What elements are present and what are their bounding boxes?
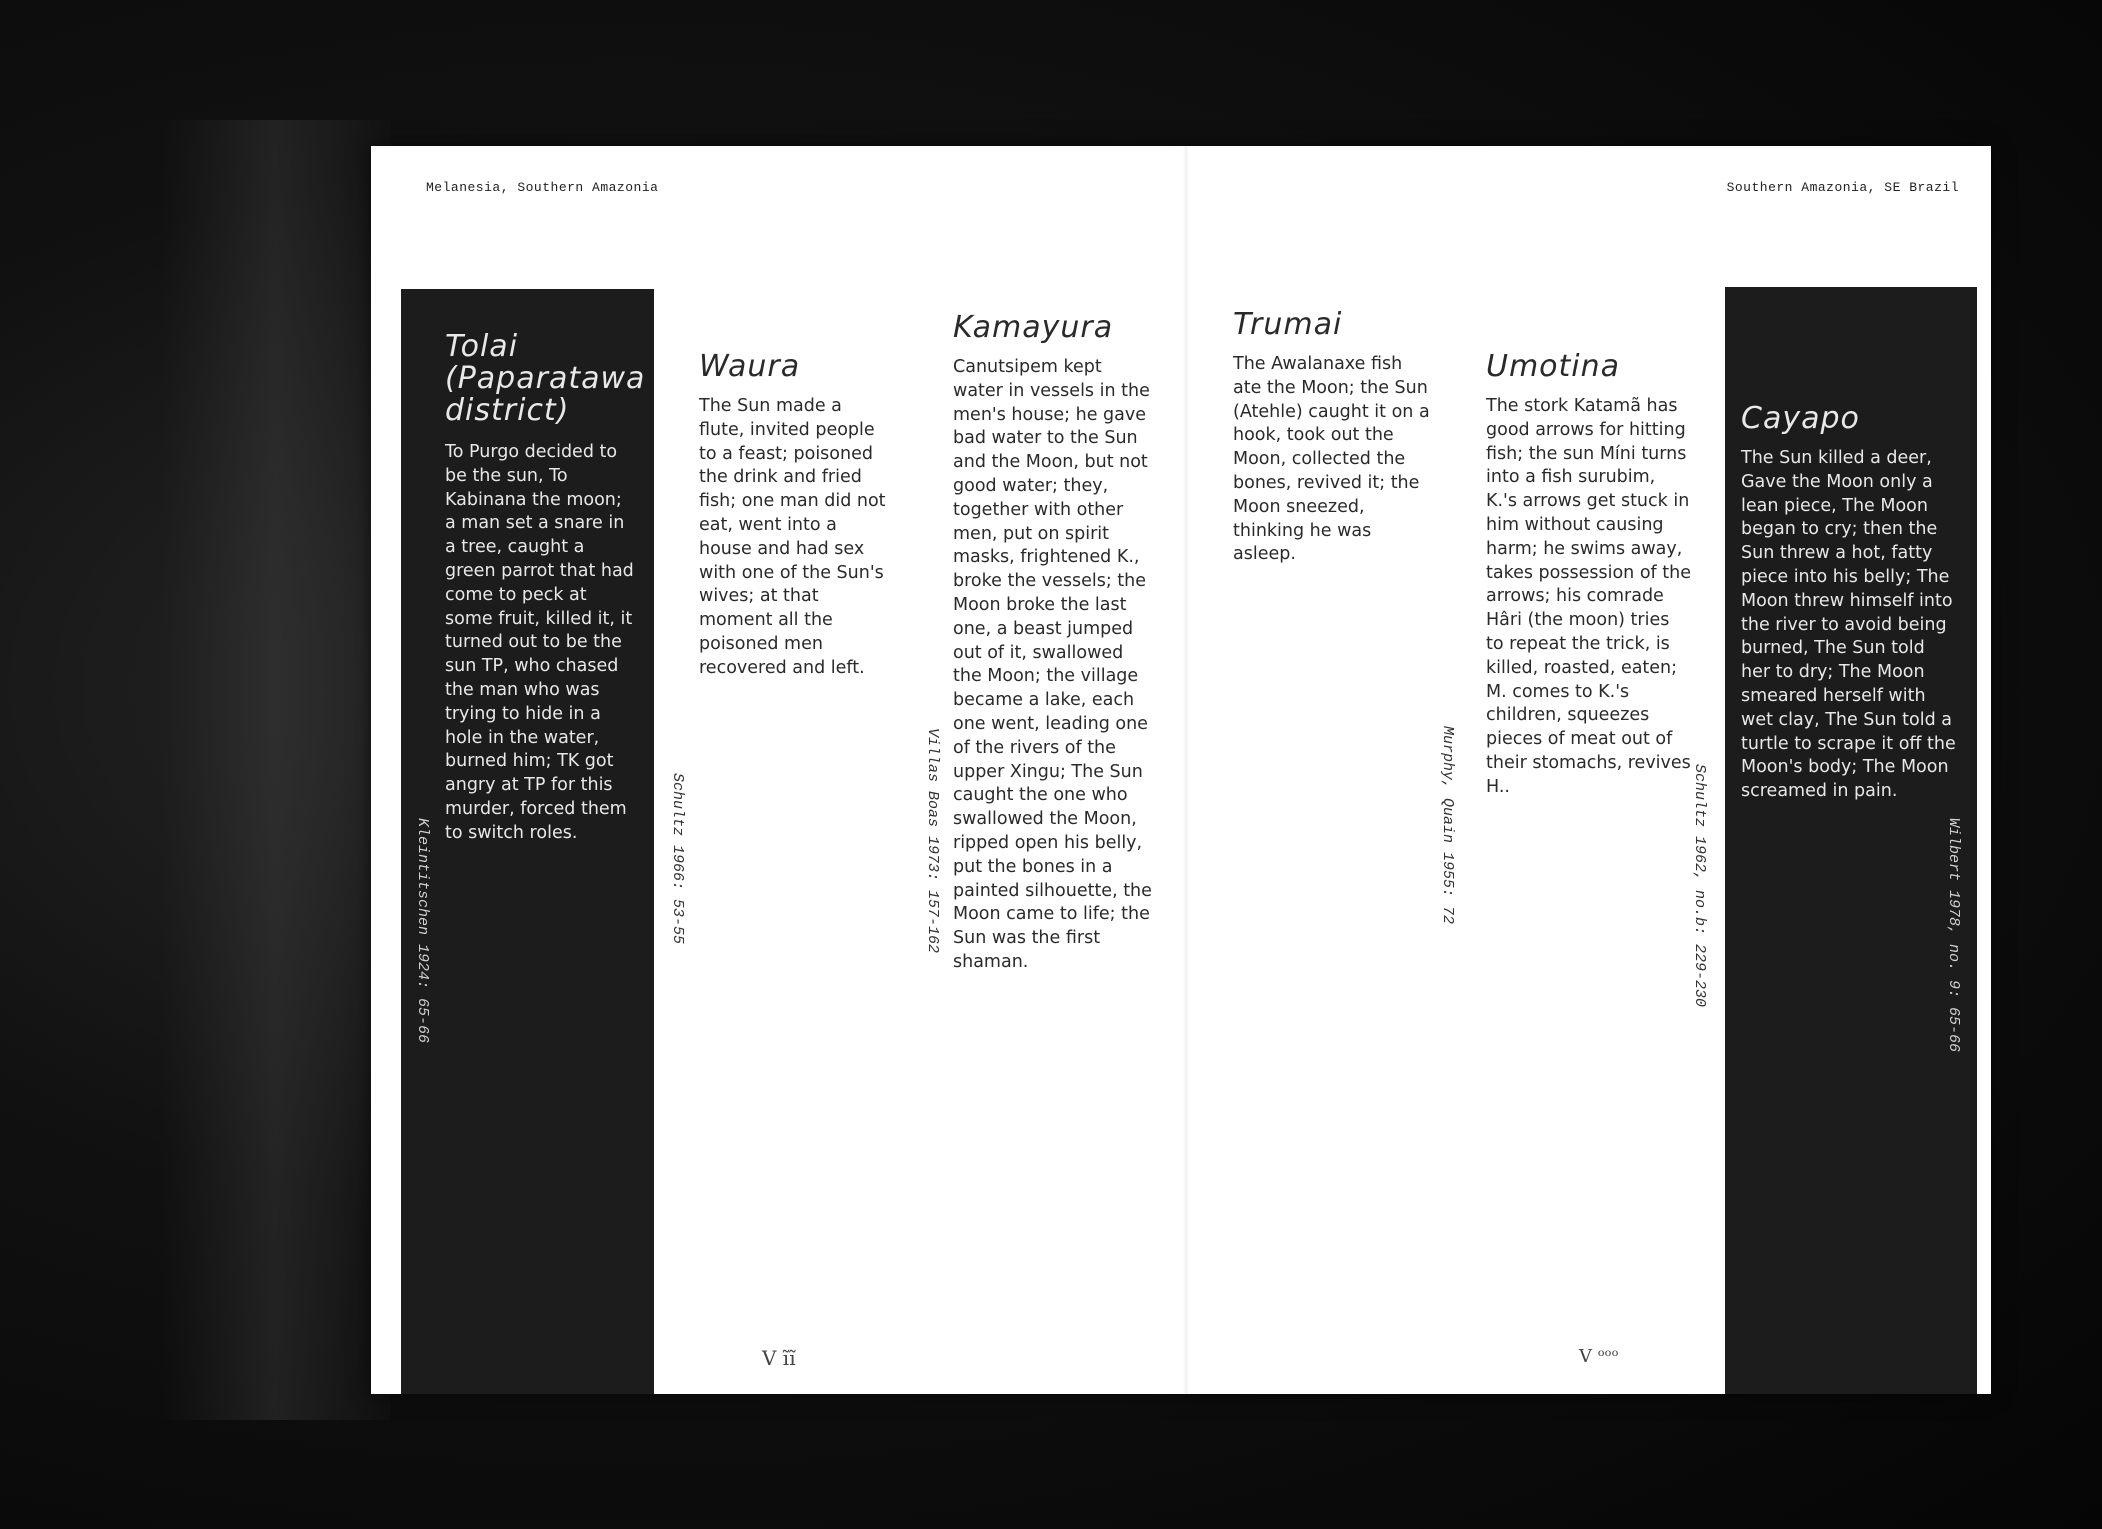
story-source-trumai: Murphy, Quain 1955: 72 — [1439, 726, 1456, 925]
title-line: Tolai — [445, 329, 519, 364]
story-source-tolai: Kleintitschen 1924: 65-66 — [414, 818, 431, 1044]
story-body: To Purgo decided to be the sun, To Kabinana the moon; a man set a snare in a tree, caught a green parrot that had come to peck at some fruit, killed it, it turned out to be the sun TP, who chased the man who was trying to hide in a hole in the water, burned him; TK got angry at TP for this murder, forced them to switch roles. — [445, 442, 634, 843]
story-body: The stork Katamã has good arrows for hitting fish; the sun Míni turns into a fish surubim, K.'s arrows get stuck in him without causing harm; he swims away, takes possession of the arrows; his comrade Hâri (the moon) tries to repeat the trick, is killed, roasted, eaten; M. comes to K.'s children, squeezes pieces of meat out of their stomachs, revives H.. — [1486, 396, 1691, 797]
book-spine — [1183, 146, 1189, 1394]
running-head-left: Melanesia, Southern Amazonia — [426, 180, 659, 195]
story-body: Canutsipem kept water in vessels in the men's house; he gave bad water to the Sun and the Moon, but not good water; they, together with other men, put on spirit masks, frightened K., broke the vessels; the Moon broke the last one, a beast jumped out of it, swallowed the Moon; the village became a lake, each one went, leading one of the rivers of the upper Xingu; The Sun caught the one who swallowed the Moon, ripped open his belly, put the bones in a painted silhouette, the Moon came to life; the Sun was the first shaman. — [953, 357, 1152, 972]
story-column-tolai — [401, 289, 654, 1394]
story-source-cayapo: Wilbert 1978, no. 9: 65-66 — [1945, 818, 1962, 1053]
story-title: Cayapo — [1741, 401, 1860, 436]
story-title: Trumai — [1233, 307, 1343, 342]
book-spread — [371, 146, 1991, 1394]
story-title: Waura — [699, 349, 801, 384]
story-column-cayapo — [1725, 287, 1977, 1394]
story-title: Kamayura — [953, 310, 1114, 345]
story-column-waura — [699, 351, 889, 681]
story-body: The Sun made a flute, invited people to a feast; poisoned the drink and fried fish; one man did not eat, went into a house and had sex with one of the Sun's wives; at that moment all the poisoned men recovered and left. — [699, 396, 886, 678]
scan-shadow — [160, 120, 390, 1420]
page-number-left: V ĩĩ — [762, 1346, 796, 1370]
running-head-right: Southern Amazonia, SE Brazil — [1726, 180, 1959, 195]
page-number-right: V ᵒᵒᵒ — [1579, 1346, 1619, 1367]
story-source-umotina: Schultz 1962, no.b: 229-230 — [1691, 764, 1708, 1008]
title-line: (Paparatawa — [445, 361, 646, 396]
story-title — [445, 329, 646, 428]
story-source-kamayura: Villas Boas 1973: 157-162 — [924, 728, 941, 954]
story-body: The Awalanaxe fish ate the Moon; the Sun (Atehle) caught it on a hook, took out the Moon, collected the bones, revived it; the Moon sneezed, thinking he was asleep. — [1233, 354, 1430, 565]
story-source-waura: Schultz 1966: 53-55 — [669, 773, 686, 945]
title-line: district) — [445, 393, 570, 428]
story-column-kamayura — [953, 312, 1153, 975]
story-column-umotina — [1486, 351, 1691, 800]
story-column-trumai — [1233, 309, 1433, 567]
story-title: Umotina — [1486, 349, 1621, 384]
story-body: The Sun killed a deer, Gave the Moon only a lean piece, The Moon began to cry; then the Sun threw a hot, fatty piece into his belly; The Moon threw himself into the river to avoid being burned, The Sun told her to dry; The Moon smeared herself with wet clay, The Sun told a turtle to scrape it off the Moon's body; The Moon screamed in pain. — [1741, 448, 1956, 802]
